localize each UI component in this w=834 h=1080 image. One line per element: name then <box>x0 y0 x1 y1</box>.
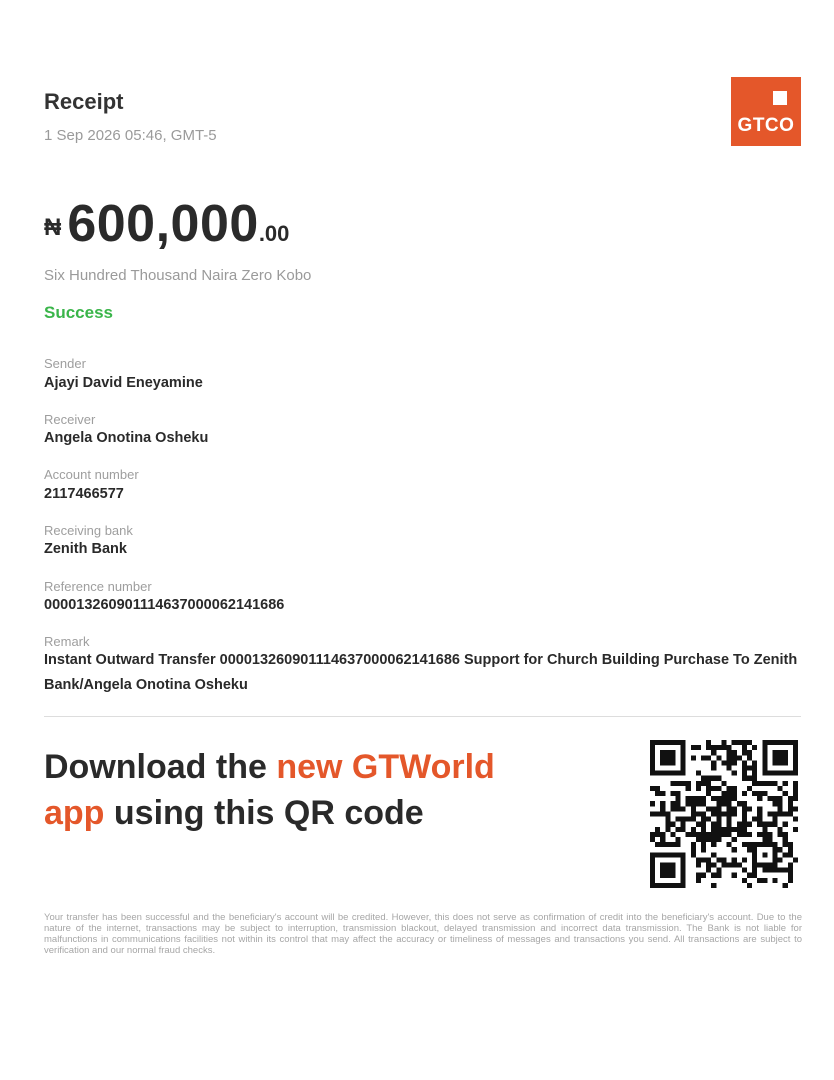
receipt-title: Receipt <box>44 89 124 114</box>
reference-number-label: Reference number <box>44 579 152 594</box>
promo-part-3: using this QR code <box>104 794 424 832</box>
amount-decimal: .00 <box>258 221 290 246</box>
amount-display <box>44 194 289 254</box>
remark-value: Instant Outward Transfer 000013260901114637000062141686 Support for Church Building Purchase To Zenith Bank/Angela Onotina Osheku <box>44 652 798 693</box>
account-number-label: Account number <box>44 467 139 482</box>
currency-symbol: ₦ <box>44 214 62 241</box>
amount-in-words: Six Hundred Thousand Naira Zero Kobo <box>44 267 312 284</box>
receiving-bank-label: Receiving bank <box>44 523 133 538</box>
remark-label: Remark <box>44 634 90 649</box>
logo-text: GTCO <box>737 115 795 136</box>
logo-square-icon <box>773 91 787 105</box>
promo-highlight: new GTWorld app <box>44 748 495 832</box>
sender-label: Sender <box>44 356 86 371</box>
promo-text <box>44 744 564 836</box>
promo-part-1: Download the <box>44 748 277 786</box>
divider <box>44 716 801 717</box>
status-text: Success <box>44 303 113 322</box>
qr-code-icon[interactable] <box>650 740 798 888</box>
disclaimer-text: Your transfer has been successful and the beneficiary's account will be credited. However, this does not serve as confirmation of credit into the beneficiary's account. Due to the nature of the internet, transactions may be subject to interruption, transmission blackout, delayed transmission and incorrect data transmission. The Bank is not liable for malfunctions in communications facilities not within its control that may affect the accuracy or timeliness of messages and transactions you send. All transactions are subject to verification and our normal fraud checks. <box>44 912 802 956</box>
receipt-date: 1 Sep 2026 05:46, GMT-5 <box>44 127 217 144</box>
reference-number-value: 000013260901114637000062141686 <box>44 597 285 613</box>
receiver-value: Angela Onotina Osheku <box>44 430 209 446</box>
receiver-label: Receiver <box>44 412 96 427</box>
gtco-logo <box>731 77 801 146</box>
amount-main: 600,000 <box>67 195 259 253</box>
receiving-bank-value: Zenith Bank <box>44 541 127 557</box>
account-number-value: 2117466577 <box>44 486 124 502</box>
sender-value: Ajayi David Eneyamine <box>44 375 203 391</box>
